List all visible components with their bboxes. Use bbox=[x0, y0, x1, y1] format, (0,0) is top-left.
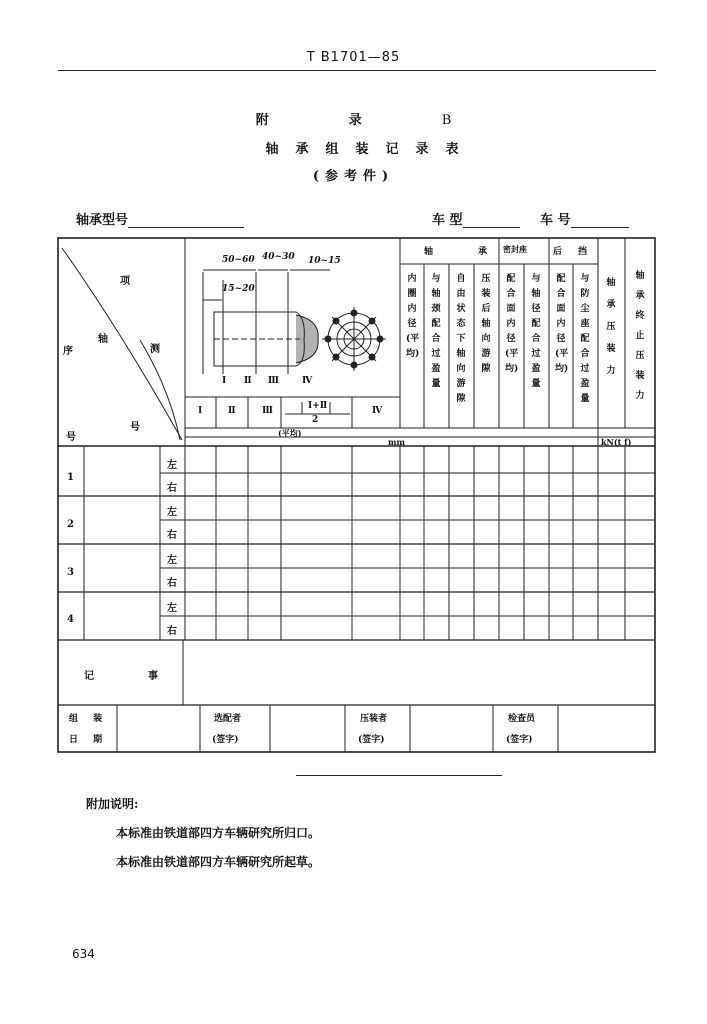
car-type-label: 车 型 bbox=[432, 213, 463, 228]
presser-sign-label: (签字) bbox=[358, 735, 385, 745]
formula-col-4: Ⅳ bbox=[372, 406, 383, 416]
corner-seq-label: 序 bbox=[63, 346, 73, 357]
standard-number: T B1701—85 bbox=[306, 50, 401, 65]
bearing-model-label: 轴承型号 bbox=[76, 213, 129, 228]
group-ring-label-a: 后 bbox=[553, 247, 563, 257]
remarks-label-b: 事 bbox=[148, 671, 158, 682]
roman-mark-1: Ⅰ bbox=[222, 376, 227, 386]
col-header-8: 与防尘座配合过盈量 bbox=[580, 274, 590, 404]
notes-line-1: 本标准由铁道部四方车辆研究所归口。 bbox=[116, 826, 321, 840]
appendix-word-2: 录 bbox=[348, 113, 362, 128]
group-seal-label: 密封座 bbox=[503, 244, 527, 254]
row3-left-label: 左 bbox=[167, 555, 177, 566]
corner-no-a-label: 号 bbox=[66, 432, 76, 443]
col-header-9: 轴承压装力 bbox=[606, 278, 616, 376]
dimension-label-1: 50~60 bbox=[222, 255, 255, 265]
notes-rule bbox=[296, 775, 502, 776]
row-number-3: 3 bbox=[67, 567, 74, 578]
corner-item-label: 项 bbox=[120, 276, 130, 287]
fitter-label: 选配者 bbox=[214, 714, 242, 724]
appendix-letter: B bbox=[441, 113, 452, 128]
group-bearing-label-b: 承 bbox=[478, 247, 488, 257]
formula-col-3: Ⅲ bbox=[262, 406, 273, 416]
notes-heading: 附加说明: bbox=[86, 797, 139, 811]
dimension-label-2: 40~30 bbox=[262, 252, 295, 262]
roman-mark-2: Ⅱ bbox=[244, 376, 252, 386]
assembly-label-a: 组 装 bbox=[69, 714, 109, 724]
col-header-6: 与轴径配合过盈量 bbox=[531, 274, 541, 389]
roman-mark-3: Ⅲ bbox=[268, 376, 279, 386]
group-bearing-label-a: 轴 bbox=[424, 247, 434, 257]
unit-mm: mm bbox=[388, 437, 405, 447]
corner-measure-label: 测 bbox=[150, 344, 160, 355]
row1-right-label: 右 bbox=[167, 483, 177, 494]
group-ring-label-b: 挡 bbox=[578, 247, 588, 257]
row-number-2: 2 bbox=[67, 519, 74, 530]
inspector-label: 检查员 bbox=[508, 714, 536, 724]
car-number-label: 车 号 bbox=[540, 213, 571, 228]
formula-col-1: Ⅰ bbox=[198, 406, 203, 416]
dimension-label-4: 15~20 bbox=[222, 284, 255, 294]
notes-line-2: 本标准由铁道部四方车辆研究所起草。 bbox=[116, 855, 321, 869]
corner-no-b-label: 号 bbox=[130, 422, 140, 433]
row2-right-label: 右 bbox=[167, 530, 177, 541]
presser-label: 压装者 bbox=[360, 714, 388, 724]
col-header-4: 压装后轴向游隙 bbox=[481, 274, 491, 374]
col-header-3: 自由状态下轴向游隙 bbox=[456, 274, 466, 404]
formula-fraction-top: Ⅰ+Ⅱ bbox=[308, 401, 328, 411]
page-number: 634 bbox=[72, 947, 95, 961]
row4-right-label: 右 bbox=[167, 626, 177, 637]
row3-right-label: 右 bbox=[167, 578, 177, 589]
row2-left-label: 左 bbox=[167, 507, 177, 518]
row4-left-label: 左 bbox=[167, 603, 177, 614]
unit-kn: kN(t f) bbox=[601, 437, 632, 447]
col-header-5: 配合面内径(平均) bbox=[505, 274, 519, 374]
assembly-label-b: 日 期 bbox=[69, 735, 109, 745]
reference-label: (参考件) bbox=[312, 169, 395, 184]
formula-col-2: Ⅱ bbox=[228, 406, 236, 416]
inspector-sign-label: (签字) bbox=[506, 735, 533, 745]
corner-axle-label: 轴 bbox=[98, 334, 108, 345]
col-header-10: 轴承终止压装力 bbox=[635, 271, 645, 401]
table-title: 轴承组装记录表 bbox=[265, 142, 476, 157]
average-label: (平均) bbox=[278, 428, 302, 438]
remarks-label-a: 记 bbox=[84, 671, 94, 682]
row-number-4: 4 bbox=[67, 614, 74, 625]
row-number-1: 1 bbox=[67, 472, 74, 483]
formula-fraction-bottom: 2 bbox=[312, 415, 319, 425]
appendix-word-1: 附 bbox=[255, 113, 269, 128]
col-header-1: 内圈内径(平均) bbox=[406, 274, 420, 359]
col-header-7: 配合面内径(平均) bbox=[555, 274, 569, 374]
roman-mark-4: Ⅳ bbox=[302, 376, 313, 386]
fitter-sign-label: (签字) bbox=[212, 735, 239, 745]
dimension-label-3: 10~15 bbox=[308, 256, 341, 266]
row1-left-label: 左 bbox=[167, 460, 177, 471]
col-header-2: 与轴颈配合过盈量 bbox=[431, 274, 441, 389]
